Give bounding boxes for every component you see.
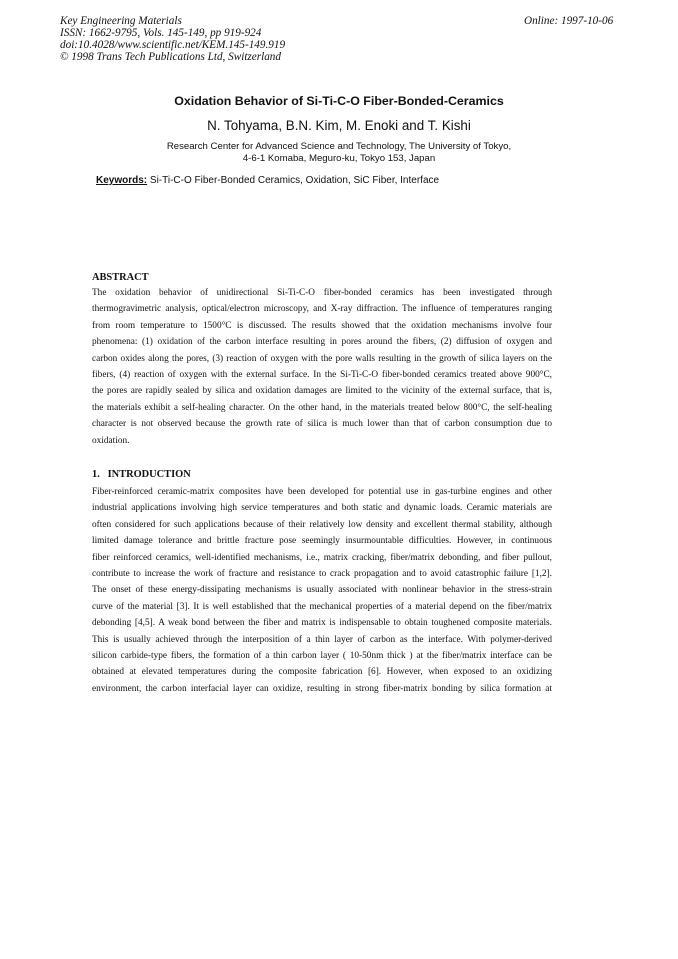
intro-line: curve of the material [3]. It is well established that the mechanical properties of a material depend on the fiber/matrix (92, 601, 552, 612)
keywords-list: Si-Ti-C-O Fiber-Bonded Ceramics, Oxidation, SiC Fiber, Interface (147, 175, 440, 186)
journal-name: Key Engineering Materials (60, 15, 182, 27)
keywords-label: Keywords: (96, 175, 148, 186)
intro-line: obtained at elevated temperatures during the composite fabrication [6]. However, when exposed to an oxidizing (92, 667, 552, 678)
intro-line: limited damage tolerance and brittle fracture pose seemingly insurmountable difficulties. However, in continuous (92, 536, 552, 547)
intro-line: contribute to increase the work of fracture and resistance to crack propagation and to avoid catastrophic failure [1,2]. (92, 568, 552, 579)
abstract-line: The oxidation behavior of unidirectional Si-Ti-C-O fiber-bonded ceramics has been investigated through (92, 288, 552, 298)
intro-line: fiber reinforced ceramics, well-identified mechanisms, i.e., matrix cracking, fiber/matrix debonding, and fiber pullout, (92, 552, 552, 563)
abstract-line: thermogravimetric analysis, optical/electron microscopy, and X-ray diffraction. The influence of temperatures ranging (92, 304, 552, 315)
online-date: Online: 1997-10-06 (524, 15, 614, 27)
abstract-line: the materials exhibit a self-healing character. On the other hand, in the materials treated below 800°C, the self-healing (92, 402, 552, 413)
copyright-line: © 1998 Trans Tech Publications Ltd, Switzerland (60, 51, 281, 63)
intro-line: industrial applications involving high service temperatures and both static and dynamic loads. Ceramic materials are (92, 503, 552, 514)
intro-line: silicon carbide-type fibers, the formation of a thin carbon layer ( 10-50nm thick ) at the fiber/matrix interface can be (92, 650, 552, 661)
paper-title: Oxidation Behavior of Si-Ti-C-O Fiber-Bonded-Ceramics (174, 94, 504, 108)
intro-line: environment, the carbon interfacial layer can oxidize, resulting in strong fiber-matrix bonding by silica formation at (92, 683, 552, 694)
abstract-line: character is not observed because the growth rate of silica is much lower than that of carbon consumption due to (92, 419, 552, 430)
abstract-line: from room temperature to 1500°C is discussed. The results showed that the oxidation mechanisms involve four (92, 320, 552, 331)
intro-line: debonding [4,5]. A weak bond between the fiber and matrix is indispensable to obtain toughened composite materials. (92, 618, 552, 629)
introduction-heading: 1. INTRODUCTION (92, 469, 191, 480)
keywords (96, 175, 439, 186)
intro-line: Fiber-reinforced ceramic-matrix composites have been developed for potential use in gas-turbine engines and other (92, 487, 552, 497)
abstract-line: the pores are rapidly sealed by silica and oxidation damages are limited to the vicinity of the external surface, that is, (92, 386, 552, 397)
abstract-line: carbon oxides along the pores, (3) reaction of oxygen with the pore walls resulting in the growth of silica layers on the (92, 353, 552, 364)
affiliation-line-2: 4-6-1 Komaba, Meguro-ku, Tokyo 153, Japan (242, 153, 436, 164)
affiliation (0, 141, 678, 165)
intro-line: This is usually achieved through the interposition of a thin layer of carbon as the interface. With polymer-derived (92, 634, 552, 645)
doi-line: doi:10.4028/www.scientific.net/KEM.145-149.919 (60, 39, 286, 51)
abstract-heading: ABSTRACT (92, 272, 149, 283)
affiliation-line-1: Research Center for Advanced Science and Technology, The University of Tokyo, (166, 141, 512, 152)
issn-line: ISSN: 1662-9795, Vols. 145-149, pp 919-924 (60, 27, 262, 39)
abstract-body (92, 285, 552, 449)
intro-line: often considered for such applications because of their relatively low density and excellent thermal stability, although (92, 519, 552, 530)
introduction-body (92, 484, 552, 697)
abstract-line: oxidation. (92, 435, 130, 446)
journal-header (60, 15, 285, 63)
intro-line: The onset of these energy-dissipating mechanisms is usually associated with nonlinear behavior in the stress-strain (92, 585, 552, 596)
abstract-line: phenomena: (1) oxidation of the carbon interface resulting in pores around the fibers, (2) diffusion of oxygen and (92, 337, 552, 348)
abstract-line: fibers, (4) reaction of oxygen with the external surface. In the Si-Ti-C-O fiber-bonded ceramics treated above 900°C, (92, 369, 552, 380)
paper-authors: N. Tohyama, B.N. Kim, M. Enoki and T. Kishi (207, 118, 471, 133)
